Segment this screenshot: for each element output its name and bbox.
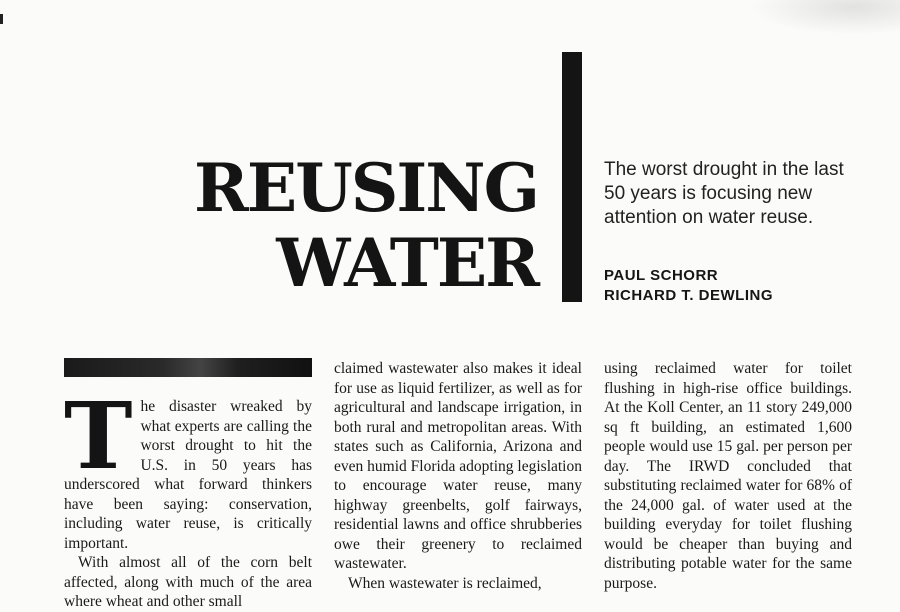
deck-subtitle: The worst drought in the last 50 years is focusing new attention on water reuse. xyxy=(604,159,844,228)
paragraph: When wastewater is reclaimed, xyxy=(348,574,542,592)
drop-cap: T xyxy=(64,382,133,490)
scan-edge-mark xyxy=(0,14,3,24)
paragraph: With almost all of the corn belt affected, along with much of the area where wheat and other small xyxy=(64,554,312,610)
scan-smudge xyxy=(750,0,900,35)
paragraph: using reclaimed water for toilet flushing in high-rise office buildings. At the Koll Center, an 11 story 249,000 sq ft building, an estimated 1,600 people would use 15 gal. per person per day. The IRWD concluded that substituting reclaimed water for 68% of the 24,000 gal. of water used at the building everyday for toilet flushing would be cheaper than buying and distributing potable water for the same purpose. xyxy=(604,360,852,592)
headline-line-2: WATER xyxy=(276,224,538,302)
headline-line-1: REUSING xyxy=(194,149,538,227)
body-column-2 xyxy=(334,359,582,593)
paragraph: he disaster wreaked by what experts are calling the worst drought to hit the U.S. in 50 years has underscored what forward thinkers have been saying: conservation, including water reuse, is critically important. xyxy=(64,398,312,552)
paragraph: claimed wastewater also makes it ideal for use as liquid fertilizer, as well as for agricultural and landscape irrigation, in both rural and metropolitan areas. With states such as California, Arizona and even humid Florida adopting legislation to encourage water reuse, many highway greenbelts, golf fairways, residential lawns and office shrubberies owe their greenery to reclaimed wastewater. xyxy=(334,360,582,572)
body-column-3 xyxy=(604,359,852,593)
author-2: RICHARD T. DEWLING xyxy=(604,287,773,304)
vertical-divider-bar xyxy=(562,52,582,302)
column-header-rule xyxy=(64,358,312,377)
body-column-1 xyxy=(64,382,312,612)
author-1: PAUL SCHORR xyxy=(604,267,719,284)
